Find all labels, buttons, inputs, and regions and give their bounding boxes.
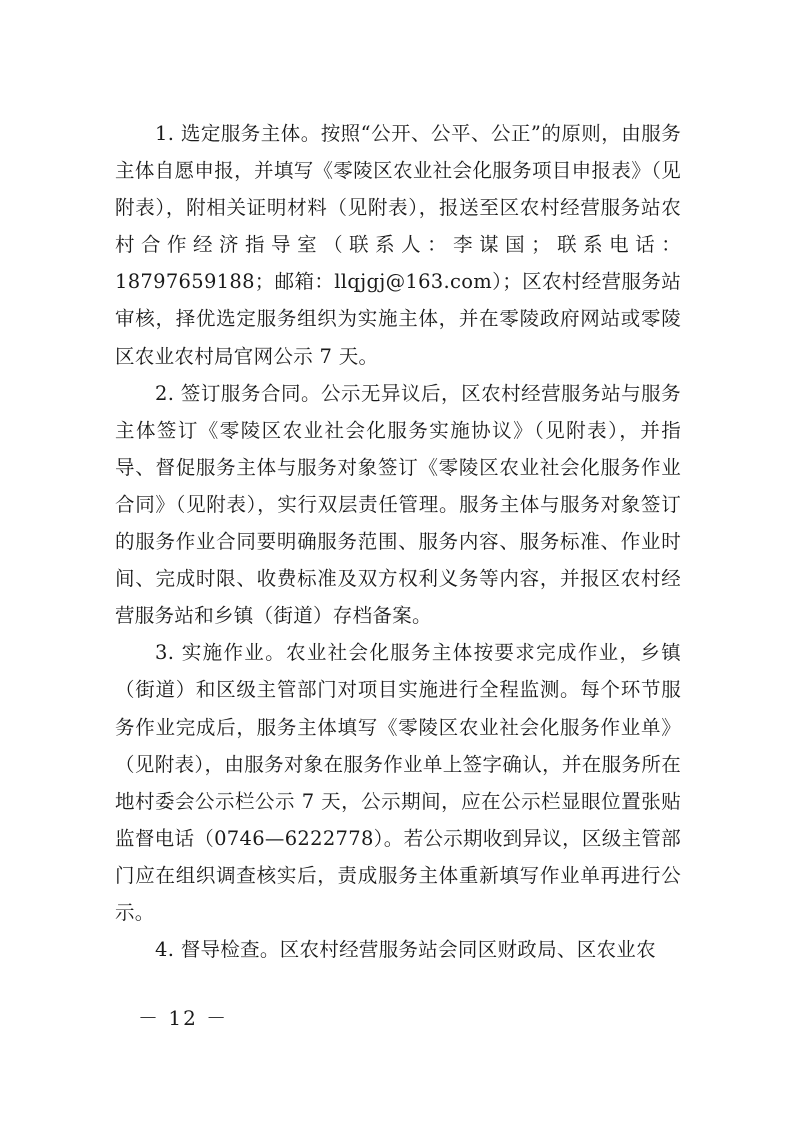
page-number: － 12 － (138, 1006, 229, 1030)
document-body (115, 115, 681, 968)
paragraph-supervision-inspection: 4. 督导检查。区农村经营服务站会同区财政局、区农业农 (155, 938, 656, 962)
paragraph-sign-service-contract: 2. 签订服务合同。公示无异议后，区农村经营服务站与服务主体签订《零陵区农业社会化服务实施协议》（见附表），并指导、督促服务主体与服务对象签订《零陵区农业社会化服务作业合同》（见附表），实行双层责任管理。服务主体与服务对象签订的服务作业合同要明确服务范围、服务内容、服务标准、作业时间、完成时限、收费标准及双方权利义务等内容，并报区农村经营服务站和乡镇（街道）存档备案。 (115, 381, 681, 628)
paragraph-implement-operations: 3. 实施作业。农业社会化服务主体按要求完成作业，乡镇（街道）和区级主管部门对项目实施进行全程监测。每个环节服务作业完成后，服务主体填写《零陵区农业社会化服务作业单》（见附表），由服务对象在服务作业单上签字确认，并在服务所在地村委会公示栏公示 7 天，公示期间，应在公示栏显眼位置张贴监督电话（0746—6222778）。若公示期收到异议，区级主管部门应在组织调查核实后，责成服务主体重新填写作业单再进行公示。 (115, 641, 681, 924)
paragraph-select-service-provider: 1. 选定服务主体。按照“公开、公平、公正”的原则，由服务主体自愿申报，并填写《零陵区农业社会化服务项目申报表》（见附表），附相关证明材料（见附表），报送至区农村经营服务站农村合作经济指导室（联系人：李谋国；联系电话：18797659188；邮箱：llqjgj@163.com）；区农村经营服务站审核，择优选定服务组织为实施主体，并在零陵政府网站或零陵区农业农村局官网公示 7 天。 (115, 122, 681, 368)
